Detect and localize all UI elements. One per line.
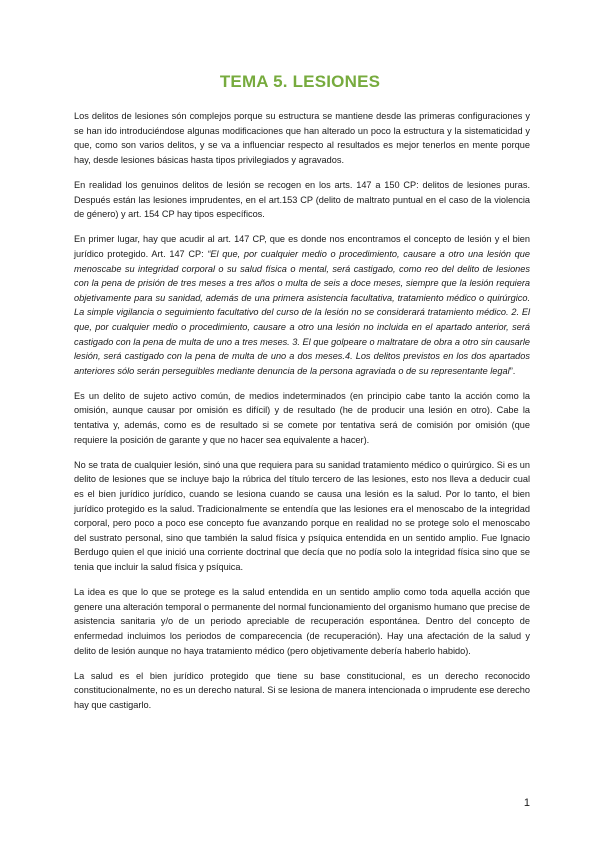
paragraph-constitucional: La salud es el bien jurídico protegido que tiene su base constitucional, es un derecho reconocido constitucionalmente, no es un derecho natural. Si se lesiona de manera intencionada o imprudente ese derecho hay que castigarlo. [74, 670, 530, 710]
paragraph-intro: Los delitos de lesiones són complejos porque su estructura se mantiene desde las primeras configuraciones y se han ido introduciéndose algunas modificaciones que han alterado un poco la estructura y la sistematicidad y que, como son varios delitos, y se va a influenciar respecto al resultados es mejor tenerlos en mente porque hay, desde lesiones básicas hasta tipos privilegiados y agravados. [74, 111, 530, 165]
paragraph-articles: En realidad los genuinos delitos de lesión se recogen en los arts. 147 a 150 CP: delitos de lesiones puras. Después están las lesiones imprudentes, en el art.153 CP (delito de maltrato puntual en el caso de la violencia de género) y art. 154 CP hay tipos específicos. [74, 179, 530, 220]
art-147-intro: En primer lugar, hay que acudir al art. 147 CP, que es donde nos encontramos el concepto de lesión y el bien jurídico protegido. Art. 147 CP: [74, 234, 530, 259]
document-body [74, 109, 530, 723]
paragraph-bien-juridico: No se trata de cualquier lesión, sinó una que requiera para su sanidad tratamiento médico o quirúrgico. Si es un delito de lesiones que se incluye bajo la rúbrica del título tercero de las lesiones, esto nos lleva a deducir cual es el bien jurídico jurídico, cuando se lesiona cuando se causa una lesión es la salud. Por lo tanto, el bien jurídico protegido es la salud. Tradicionalmente se entendía que las lesiones era el menoscabo de la integridad corporal, pero poco a poco ese concepto fue avanzando porque en realidad no se protege solo el menoscabo del sustrato personal, sino que también la salud física y psíquica entendida en un sentido amplio. Fue Ignacio Berdugo quien el que inició una corriente doctrinal que decía que no podía solo la integridad física sino que se tenia que incluir la salud física y psíquica. [74, 459, 530, 572]
page-title: TEMA 5. LESIONES [219, 72, 381, 91]
paragraph-art-147 [74, 232, 530, 378]
page-number: 1 [523, 797, 530, 809]
paragraph-salud: La idea es que lo que se protege es la salud entendida en un sentido amplio como toda aquella acción que genere una alteración temporal o permanente del normal funcionamiento del organismo humano que precise de asistencia sanitaria y/o de un periodo apreciable de recuperación espontánea. Dentro del concepto de enfermedad incluimos los periodos de comparecencia (de recuperación). Hay una afectación de la salud y delito de lesión aunque no haya tratamiento médico (pero objetivamente debería haberlo habido). [74, 587, 530, 656]
paragraph-sujeto-activo: Es un delito de sujeto activo común, de medios indeterminados (en principio cabe tanto la acción como la omisión, aunque causar por omisión es difícil) y de resultado (he de producir una lesión en otro). Cabe la tentativa y, además, como es de resultado si se comete por tentativa será de comisión por omisión (que requiere la posición de garante y que no hacer sea equivalente a hacer). [74, 390, 530, 445]
art-147-quote-end: ”. [509, 365, 516, 376]
art-147-quote: “El que, por cualquier medio o procedimiento, causare a otro una lesión que menoscabe su integridad corporal o su salud física o mental, será castigado, como reo del delito de lesiones con la pena de prisión de tres meses a tres años o multa de seis a doce meses, siempre que la lesión requiera objetivamente para su sanidad, además de una primera asistencia facultativa, tratamiento médico o quirúrgico. La simple vigilancia o seguimiento facultativo del curso de la lesión no se considerará tratamiento médico. 2. El que, por cualquier medio o procedimiento, causare a otro una lesión no incluida en el apartado anterior, será castigado con la pena de multa de uno a tres meses. 3. El que golpeare o maltratare de obra a otro sin causarle lesión, será castigado con la pena de multa de uno a dos meses.4. Los delitos previstos en los dos apartados anteriores sólo serán perseguibles mediante denuncia de la persona agraviada o de su representante legal [74, 248, 530, 376]
